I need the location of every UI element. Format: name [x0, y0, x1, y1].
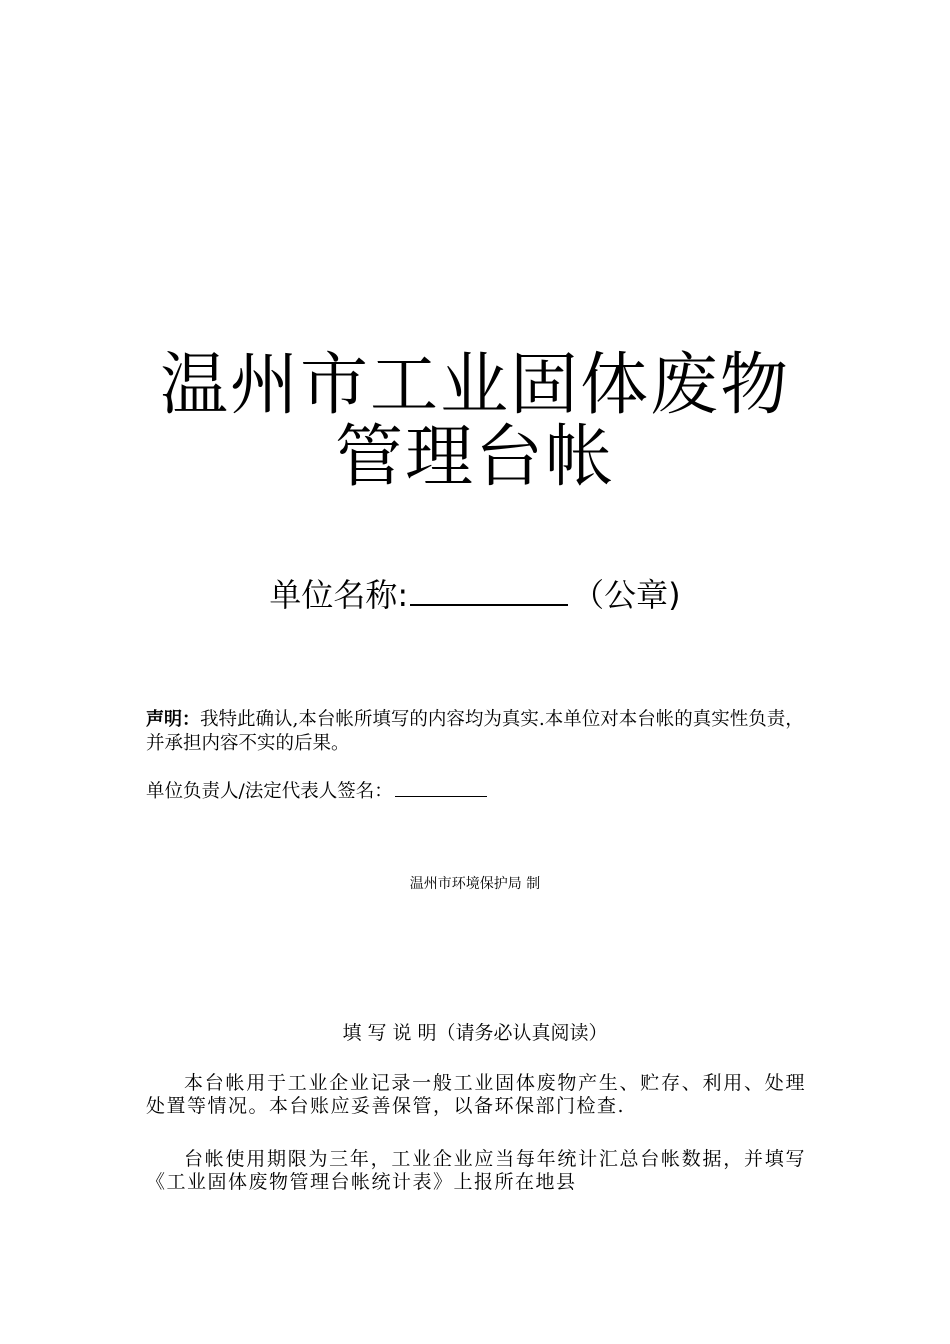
signature-blank-line[interactable]	[395, 778, 487, 797]
document-title-line-2: 管理台帐	[334, 418, 615, 497]
document-title-line-1: 温州市工业固体废物	[159, 346, 790, 425]
instructions-paragraph-2: 台帐使用期限为三年，工业企业应当每年统计汇总台帐数据，并填写《工业固体废物管理台帐统计表》上报所在地县	[146, 1148, 806, 1193]
instructions-paragraph-1: 本台帐用于工业企业记录一般工业固体废物产生、贮存、利用、处理处置等情况。本台账应妥善保管，以备环保部门检查.	[146, 1072, 806, 1117]
signature-label: 单位负责人/法定代表人签名：	[146, 781, 393, 802]
issuer-line: 温州市环境保护局 制	[409, 876, 541, 892]
declaration	[146, 708, 814, 756]
unit-name-label: 单位名称:	[269, 576, 409, 614]
signature-row	[146, 778, 487, 804]
instructions-title: 填 写 说 明（请务必认真阅读）	[342, 1022, 608, 1044]
unit-name-row	[0, 572, 950, 617]
unit-name-blank-line[interactable]	[410, 572, 568, 606]
declaration-label: 声明：	[146, 709, 200, 730]
unit-seal-note: （公章)	[572, 576, 681, 614]
declaration-text: 我特此确认,本台帐所填写的内容均为真实.本单位对本台帐的真实性负责，并承担内容不实的后果。	[146, 709, 804, 754]
